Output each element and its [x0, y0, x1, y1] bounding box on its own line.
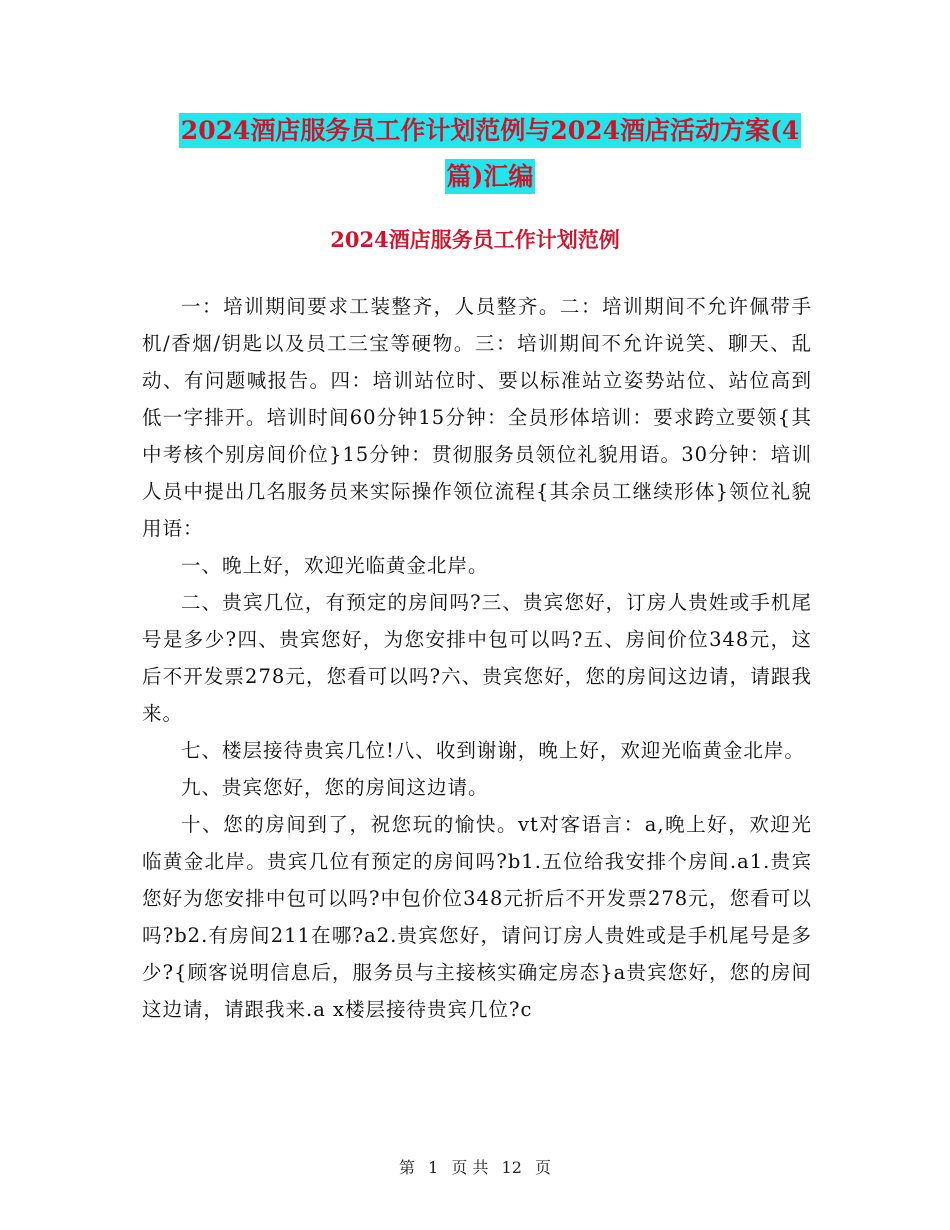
- page-total: 12: [501, 1158, 522, 1177]
- footer-prefix: 第: [398, 1158, 415, 1177]
- paragraph: 七、楼层接待贵宾几位!八、收到谢谢，晚上好，欢迎光临黄金北岸。: [181, 739, 805, 762]
- body-text: [142, 288, 812, 1028]
- page-footer: [0, 1155, 950, 1178]
- footer-suffix: 页: [535, 1158, 552, 1177]
- page-number: 1: [428, 1158, 439, 1177]
- paragraph: 一：培训期间要求工装整齐，人员整齐。二：培训期间不允许佩带手机/香烟/钥匙以及员工三宝等硬物。三：培训期间不允许说笑、聊天、乱动、有问题喊报告。四：培训站位时、要以标准站立姿势站位、站位高到低一字排开。培训时间60分钟15分钟：全员形体培训：要求跨立要领{其中考核个别房间价位}15分钟：贯彻服务员领位礼貌用语。30分钟：培训人员中提出几名服务员来实际操作领位流程{其余员工继续形体}领位礼貌用语：: [142, 295, 812, 540]
- paragraph: 二、贵宾几位，有预定的房间吗?三、贵宾您好，订房人贵姓或手机尾号是多少?四、贵宾您好，为您安排中包可以吗?五、房间价位348元，这后不开发票278元，您看可以吗?六、贵宾您好，您的房间这边请，请跟我来。: [142, 591, 812, 725]
- document-title: [140, 108, 840, 200]
- title-line-1: 2024酒店服务员工作计划范例与2024酒店活动方案(4: [179, 113, 801, 148]
- section-heading: 2024酒店服务员工作计划范例: [330, 227, 620, 252]
- footer-middle: 页 共: [451, 1158, 489, 1177]
- title-line-2: 篇)汇编: [445, 159, 536, 194]
- paragraph: 九、贵宾您好，您的房间这边请。: [181, 776, 489, 799]
- paragraph: 十、您的房间到了，祝您玩的愉快。vt对客语言：a,晚上好，欢迎光临黄金北岸。贵宾几位有预定的房间吗?b1.五位给我安排个房间.a1.贵宾您好为您安排中包可以吗?中包价位348元折后不开发票278元，您看可以吗?b2.有房间211在哪?a2.贵宾您好，请问订房人贵姓或是手机尾号是多少?{顾客说明信息后，服务员与主接核实确定房态}a贵宾您好，您的房间这边请，请跟我来.a x楼层接待贵宾几位?c: [142, 813, 812, 1021]
- paragraph: 一、晚上好，欢迎光临黄金北岸。: [181, 554, 489, 577]
